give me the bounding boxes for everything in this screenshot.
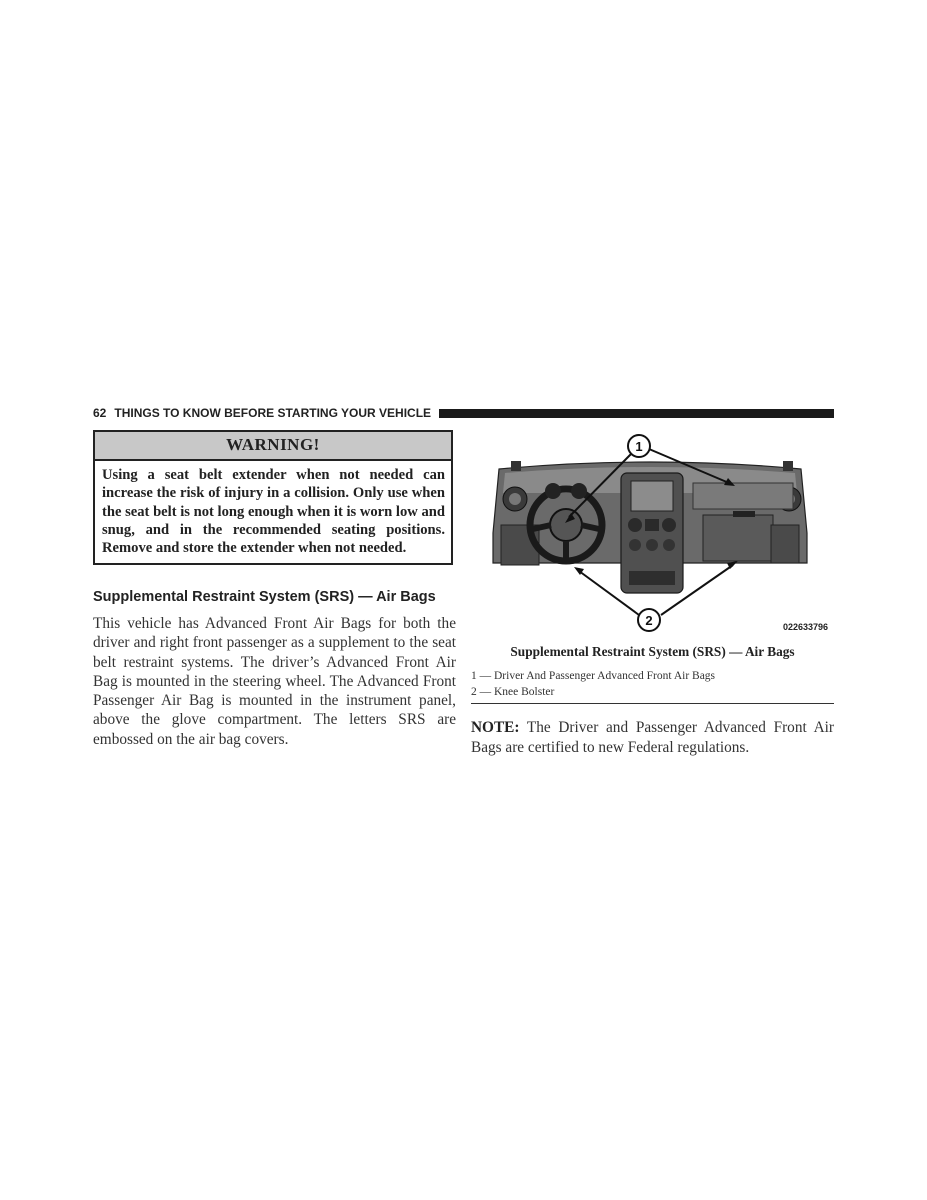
warning-text: Using a seat belt extender when not needed can increase the risk of injury in a collision. Only use when the seat belt is not long enough when it is worn low and snug, and in the recommended seating positions. Remove and store the extender when not needed. xyxy=(102,467,445,557)
warning-box xyxy=(93,430,453,565)
callout-2-label: 2 xyxy=(645,613,653,628)
section-body: This vehicle has Advanced Front Air Bags for both the driver and right front passenger as a supplement to the seat belt restraint systems. The driver’s Advanced Front Air Bag is mounted in the steering wheel. The Advanced Front Passenger Air Bag is mounted in the instrument panel, above the glove compartment. The letters SRS are embossed on the air bag covers. xyxy=(93,615,456,748)
callout-1-label: 1 xyxy=(635,439,643,454)
dashboard-illustration xyxy=(471,433,834,633)
legend-item: 1 — Driver And Passenger Advanced Front Air Bags xyxy=(471,670,716,682)
warning-title: WARNING! xyxy=(95,432,451,461)
running-title: THINGS TO KNOW BEFORE STARTING YOUR VEHICLE xyxy=(114,406,432,420)
figure-code: 022633796 xyxy=(783,622,829,632)
legend-item: 2 — Knee Bolster xyxy=(471,685,555,698)
figure-caption: Supplemental Restraint System (SRS) — Air Bags xyxy=(510,644,795,659)
note-text: The Driver and Passenger Advanced Front Air Bags are certified to new Federal regulations. xyxy=(471,719,834,756)
note-label: NOTE: xyxy=(471,719,520,736)
page-header xyxy=(93,405,834,421)
figure-legend xyxy=(471,669,834,704)
header-rule xyxy=(439,409,834,418)
page-number: 62 xyxy=(93,406,107,420)
note-paragraph xyxy=(471,718,834,758)
section-heading: Supplemental Restraint System (SRS) — Air Bags xyxy=(93,589,436,605)
